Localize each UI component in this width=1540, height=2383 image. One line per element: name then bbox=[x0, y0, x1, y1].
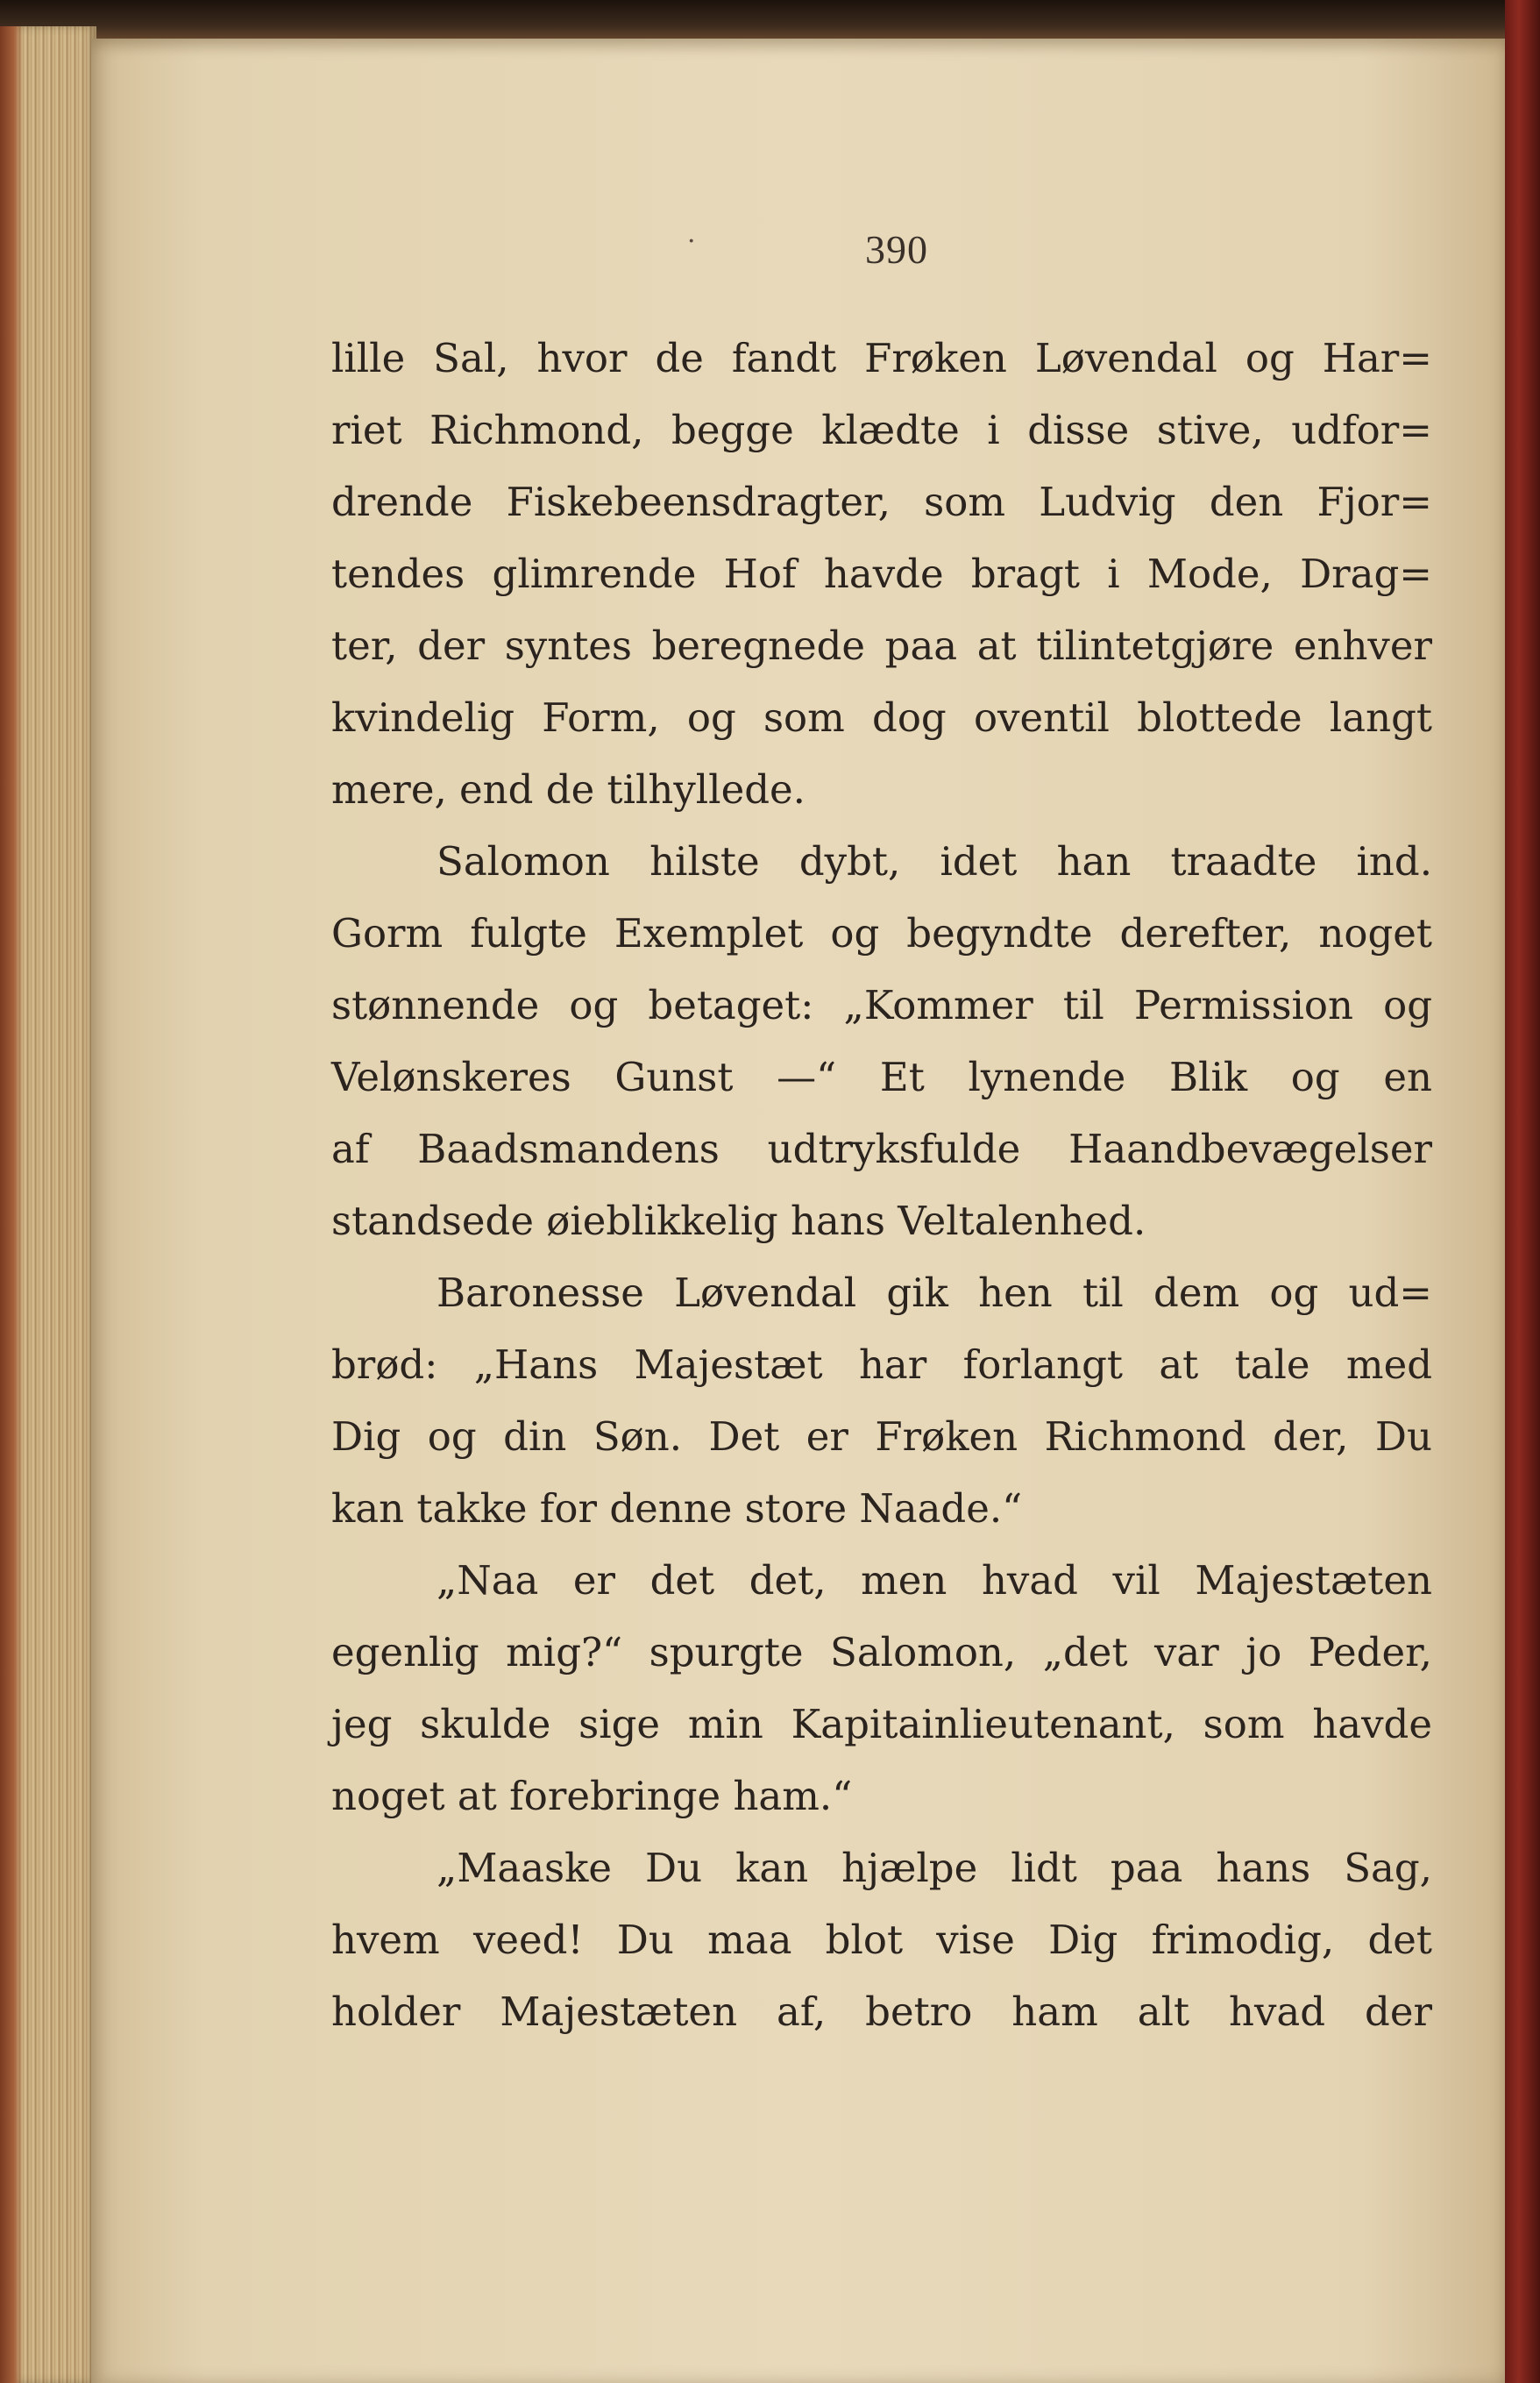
text-line: af Baadsmandens udtryksfulde Haandbevægelser bbox=[331, 1126, 1432, 1172]
text-line: kvindelig Form, og som dog oventil blottede langt bbox=[331, 694, 1432, 741]
page-edge-shadow bbox=[0, 26, 23, 2383]
page-mark: · bbox=[687, 226, 696, 257]
text-line: holder Majestæten af, betro ham alt hvad der bbox=[331, 1988, 1432, 2035]
text-line: stønnende og betaget: „Kommer til Permission og bbox=[331, 982, 1432, 1028]
text-line: Baronesse Løvendal gik hen til dem og ud= bbox=[436, 1270, 1432, 1316]
text-line: ter, der syntes beregnede paa at tilintetgjøre enhver bbox=[331, 622, 1432, 669]
text-line: riet Richmond, begge klædte i disse stive, udfor= bbox=[331, 407, 1432, 453]
text-line: drende Fiskebeensdragter, som Ludvig den Fjor= bbox=[331, 479, 1432, 525]
book-cover-top bbox=[0, 0, 1540, 42]
text-line: jeg skulde sige min Kapitainlieutenant, som havde bbox=[331, 1701, 1432, 1747]
text-line: standsede øieblikkelig hans Veltalenhed. bbox=[331, 1198, 1146, 1244]
page-body-text bbox=[331, 323, 1432, 2048]
text-line: egenlig mig?“ spurgte Salomon, „det var jo Peder, bbox=[331, 1629, 1432, 1675]
text-line: „Naa er det det, men hvad vil Majestæten bbox=[436, 1557, 1432, 1604]
text-line: mere, end de tilhyllede. bbox=[331, 766, 805, 813]
text-line: „Maaske Du kan hjælpe lidt paa hans Sag, bbox=[436, 1845, 1432, 1891]
text-line: Dig og din Søn. Det er Frøken Richmond der, Du bbox=[331, 1413, 1432, 1460]
text-line: Velønskeres Gunst —“ Et lynende Blik og en bbox=[331, 1054, 1432, 1100]
text-line: Salomon hilste dybt, idet han traadte ind. bbox=[436, 838, 1432, 885]
book-binding bbox=[1505, 0, 1540, 2383]
text-line: tendes glimrende Hof havde bragt i Mode, Drag= bbox=[331, 551, 1432, 597]
text-line: kan takke for denne store Naade.“ bbox=[331, 1485, 1023, 1532]
text-line: lille Sal, hvor de fandt Frøken Løvendal og Har= bbox=[331, 335, 1432, 381]
text-line: Gorm fulgte Exemplet og begyndte derefter, noget bbox=[331, 910, 1432, 957]
page-number: 390 bbox=[865, 227, 928, 272]
text-line: brød: „Hans Majestæt har forlangt at tale med bbox=[331, 1341, 1432, 1388]
text-line: noget at forebringe ham.“ bbox=[331, 1773, 853, 1819]
text-line: hvem veed! Du maa blot vise Dig frimodig, det bbox=[331, 1917, 1432, 1963]
